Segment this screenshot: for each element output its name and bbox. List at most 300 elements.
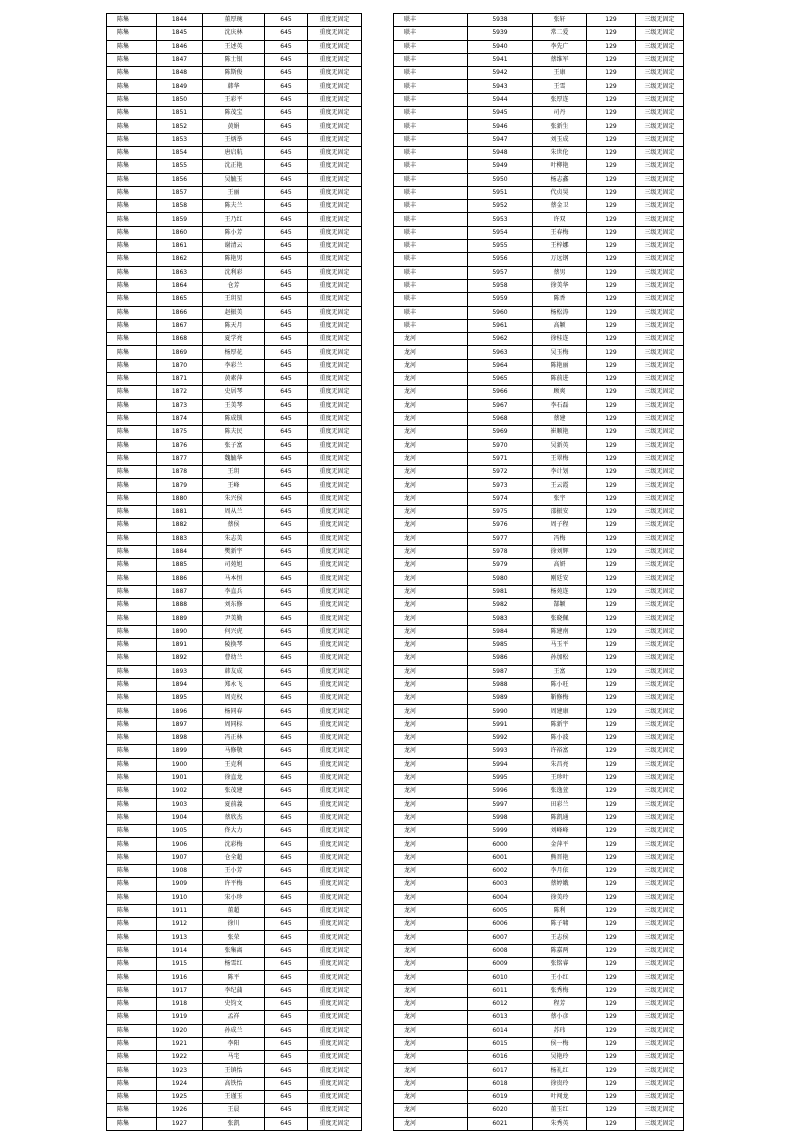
table-row xyxy=(394,253,684,266)
name-cell: 田彩兰 xyxy=(533,798,587,811)
region-cell: 陈集 xyxy=(107,851,157,864)
amount-cell: 129 xyxy=(587,80,636,93)
category-cell: 重度无固定 xyxy=(308,1117,362,1130)
category-cell: 三级无固定 xyxy=(636,572,684,585)
number-cell: 5997 xyxy=(468,798,533,811)
region-cell: 龙河 xyxy=(394,333,468,346)
name-cell: 王晨 xyxy=(203,1104,265,1117)
number-cell: 5977 xyxy=(468,532,533,545)
number-cell: 6012 xyxy=(468,997,533,1010)
region-cell: 龙河 xyxy=(394,851,468,864)
table-row xyxy=(107,439,362,452)
table-row xyxy=(394,386,684,399)
amount-cell: 129 xyxy=(587,373,636,386)
name-cell: 李月依 xyxy=(533,865,587,878)
region-cell: 龙河 xyxy=(394,745,468,758)
table-row xyxy=(394,40,684,53)
amount-cell: 129 xyxy=(587,133,636,146)
number-cell: 1927 xyxy=(157,1117,203,1130)
amount-cell: 645 xyxy=(265,838,308,851)
name-cell: 王克利 xyxy=(203,758,265,771)
number-cell: 1877 xyxy=(157,452,203,465)
amount-cell: 645 xyxy=(265,851,308,864)
region-cell: 龙河 xyxy=(394,452,468,465)
table-row xyxy=(394,240,684,253)
name-cell: 陈建南 xyxy=(533,625,587,638)
region-cell: 龙河 xyxy=(394,479,468,492)
number-cell: 1869 xyxy=(157,346,203,359)
amount-cell: 645 xyxy=(265,27,308,40)
category-cell: 重度无固定 xyxy=(308,638,362,651)
number-cell: 6020 xyxy=(468,1104,533,1117)
amount-cell: 129 xyxy=(587,811,636,824)
number-cell: 1855 xyxy=(157,160,203,173)
table-row xyxy=(107,931,362,944)
region-cell: 联丰 xyxy=(394,253,468,266)
category-cell: 三级无固定 xyxy=(636,40,684,53)
table-row xyxy=(394,931,684,944)
name-cell: 高颖 xyxy=(533,319,587,332)
amount-cell: 129 xyxy=(587,798,636,811)
name-cell: 徐美华 xyxy=(533,279,587,292)
region-cell: 陈集 xyxy=(107,1091,157,1104)
table-row xyxy=(394,532,684,545)
category-cell: 三级无固定 xyxy=(636,758,684,771)
table-row xyxy=(107,27,362,40)
amount-cell: 129 xyxy=(587,585,636,598)
amount-cell: 645 xyxy=(265,492,308,505)
table-row xyxy=(107,107,362,120)
table-row xyxy=(107,1077,362,1090)
name-cell: 李计划 xyxy=(533,466,587,479)
category-cell: 三级无固定 xyxy=(636,984,684,997)
table-row xyxy=(107,678,362,691)
amount-cell: 645 xyxy=(265,532,308,545)
name-cell: 周同标 xyxy=(203,718,265,731)
category-cell: 重度无固定 xyxy=(308,958,362,971)
category-cell: 重度无固定 xyxy=(308,146,362,159)
table-row xyxy=(107,346,362,359)
region-cell: 龙河 xyxy=(394,612,468,625)
table-row xyxy=(394,439,684,452)
region-cell: 陈集 xyxy=(107,931,157,944)
region-cell: 陈集 xyxy=(107,386,157,399)
category-cell: 三级无固定 xyxy=(636,200,684,213)
amount-cell: 645 xyxy=(265,891,308,904)
table-row xyxy=(394,1011,684,1024)
category-cell: 重度无固定 xyxy=(308,253,362,266)
region-cell: 陈集 xyxy=(107,1064,157,1077)
number-cell: 1876 xyxy=(157,439,203,452)
name-cell: 叶闯龙 xyxy=(533,1091,587,1104)
table-row xyxy=(107,572,362,585)
category-cell: 三级无固定 xyxy=(636,213,684,226)
number-cell: 1908 xyxy=(157,865,203,878)
table-row xyxy=(394,625,684,638)
amount-cell: 645 xyxy=(265,758,308,771)
region-cell: 联丰 xyxy=(394,226,468,239)
number-cell: 1906 xyxy=(157,838,203,851)
amount-cell: 129 xyxy=(587,891,636,904)
number-cell: 6010 xyxy=(468,971,533,984)
amount-cell: 129 xyxy=(587,825,636,838)
number-cell: 1857 xyxy=(157,186,203,199)
amount-cell: 129 xyxy=(587,851,636,864)
name-cell: 王小红 xyxy=(533,971,587,984)
category-cell: 重度无固定 xyxy=(308,346,362,359)
category-cell: 三级无固定 xyxy=(636,1104,684,1117)
table-row xyxy=(107,67,362,80)
number-cell: 1883 xyxy=(157,532,203,545)
name-cell: 朱兴侯 xyxy=(203,492,265,505)
name-cell: 司苑旭 xyxy=(203,559,265,572)
category-cell: 三级无固定 xyxy=(636,452,684,465)
name-cell: 周克权 xyxy=(203,692,265,705)
name-cell: 夏学亮 xyxy=(203,333,265,346)
amount-cell: 129 xyxy=(587,186,636,199)
region-cell: 龙河 xyxy=(394,904,468,917)
number-cell: 5970 xyxy=(468,439,533,452)
right-table-body xyxy=(394,14,684,1131)
table-row xyxy=(394,732,684,745)
category-cell: 三级无固定 xyxy=(636,399,684,412)
category-cell: 重度无固定 xyxy=(308,200,362,213)
amount-cell: 129 xyxy=(587,958,636,971)
name-cell: 郜颖 xyxy=(533,599,587,612)
table-row xyxy=(107,160,362,173)
table-row xyxy=(394,346,684,359)
table-row xyxy=(107,785,362,798)
category-cell: 重度无固定 xyxy=(308,652,362,665)
name-cell: 蔡建 xyxy=(533,412,587,425)
region-cell: 陈集 xyxy=(107,838,157,851)
amount-cell: 129 xyxy=(587,266,636,279)
number-cell: 1922 xyxy=(157,1051,203,1064)
name-cell: 韩友成 xyxy=(203,665,265,678)
number-cell: 6000 xyxy=(468,838,533,851)
number-cell: 1851 xyxy=(157,107,203,120)
table-row xyxy=(107,200,362,213)
name-cell: 侯一梅 xyxy=(533,1037,587,1050)
region-cell: 龙河 xyxy=(394,798,468,811)
name-cell: 顾爽 xyxy=(533,386,587,399)
number-cell: 1868 xyxy=(157,333,203,346)
category-cell: 三级无固定 xyxy=(636,146,684,159)
region-cell: 龙河 xyxy=(394,1077,468,1090)
name-cell: 杨礼红 xyxy=(533,1064,587,1077)
name-cell: 刚廷安 xyxy=(533,572,587,585)
category-cell: 重度无固定 xyxy=(308,186,362,199)
number-cell: 1873 xyxy=(157,399,203,412)
amount-cell: 129 xyxy=(587,665,636,678)
region-cell: 陈集 xyxy=(107,1037,157,1050)
category-cell: 重度无固定 xyxy=(308,133,362,146)
category-cell: 重度无固定 xyxy=(308,40,362,53)
name-cell: 董玉红 xyxy=(533,1104,587,1117)
table-row xyxy=(107,399,362,412)
category-cell: 重度无固定 xyxy=(308,306,362,319)
number-cell: 5987 xyxy=(468,665,533,678)
region-cell: 龙河 xyxy=(394,426,468,439)
region-cell: 龙河 xyxy=(394,665,468,678)
region-cell: 龙河 xyxy=(394,559,468,572)
region-cell: 龙河 xyxy=(394,971,468,984)
table-row xyxy=(394,785,684,798)
left-table xyxy=(106,13,362,1131)
number-cell: 1911 xyxy=(157,904,203,917)
number-cell: 1910 xyxy=(157,891,203,904)
region-cell: 陈集 xyxy=(107,705,157,718)
category-cell: 三级无固定 xyxy=(636,279,684,292)
region-cell: 陈集 xyxy=(107,958,157,971)
table-row xyxy=(394,904,684,917)
table-row xyxy=(107,1024,362,1037)
name-cell: 张集离 xyxy=(203,944,265,957)
name-cell: 王珍叶 xyxy=(533,771,587,784)
region-cell: 龙河 xyxy=(394,1051,468,1064)
name-cell: 孙加松 xyxy=(533,652,587,665)
name-cell: 王康 xyxy=(533,67,587,80)
name-cell: 张逸萱 xyxy=(533,785,587,798)
amount-cell: 645 xyxy=(265,958,308,971)
amount-cell: 129 xyxy=(587,705,636,718)
category-cell: 重度无固定 xyxy=(308,532,362,545)
table-row xyxy=(107,865,362,878)
region-cell: 陈集 xyxy=(107,333,157,346)
category-cell: 重度无固定 xyxy=(308,80,362,93)
region-cell: 陈集 xyxy=(107,359,157,372)
category-cell: 重度无固定 xyxy=(308,811,362,824)
category-cell: 重度无固定 xyxy=(308,1037,362,1050)
number-cell: 5945 xyxy=(468,107,533,120)
table-row xyxy=(394,984,684,997)
number-cell: 1881 xyxy=(157,505,203,518)
name-cell: 仓全超 xyxy=(203,851,265,864)
category-cell: 三级无固定 xyxy=(636,186,684,199)
region-cell: 联丰 xyxy=(394,40,468,53)
region-cell: 联丰 xyxy=(394,107,468,120)
number-cell: 5941 xyxy=(468,53,533,66)
table-row xyxy=(107,958,362,971)
region-cell: 陈集 xyxy=(107,891,157,904)
region-cell: 龙河 xyxy=(394,705,468,718)
amount-cell: 129 xyxy=(587,1051,636,1064)
number-cell: 6016 xyxy=(468,1051,533,1064)
table-row xyxy=(107,1064,362,1077)
region-cell: 陈集 xyxy=(107,226,157,239)
region-cell: 陈集 xyxy=(107,904,157,917)
name-cell: 刘东修 xyxy=(203,599,265,612)
name-cell: 陈艳男 xyxy=(203,253,265,266)
name-cell: 陈小芳 xyxy=(203,226,265,239)
amount-cell: 129 xyxy=(587,426,636,439)
name-cell: 徐川 xyxy=(203,918,265,931)
number-cell: 1904 xyxy=(157,811,203,824)
table-row xyxy=(107,1037,362,1050)
region-cell: 龙河 xyxy=(394,718,468,731)
category-cell: 重度无固定 xyxy=(308,625,362,638)
category-cell: 三级无固定 xyxy=(636,944,684,957)
region-cell: 联丰 xyxy=(394,306,468,319)
name-cell: 朱秀英 xyxy=(533,1117,587,1130)
region-cell: 龙河 xyxy=(394,373,468,386)
number-cell: 1862 xyxy=(157,253,203,266)
number-cell: 5944 xyxy=(468,93,533,106)
table-row xyxy=(107,266,362,279)
region-cell: 陈集 xyxy=(107,1104,157,1117)
amount-cell: 129 xyxy=(587,27,636,40)
table-row xyxy=(394,545,684,558)
region-cell: 陈集 xyxy=(107,572,157,585)
region-cell: 联丰 xyxy=(394,53,468,66)
category-cell: 三级无固定 xyxy=(636,293,684,306)
amount-cell: 129 xyxy=(587,984,636,997)
name-cell: 马本恒 xyxy=(203,572,265,585)
region-cell: 陈集 xyxy=(107,1051,157,1064)
name-cell: 王美琴 xyxy=(203,399,265,412)
number-cell: 1891 xyxy=(157,638,203,651)
name-cell: 王述英 xyxy=(203,40,265,53)
region-cell: 联丰 xyxy=(394,133,468,146)
region-cell: 陈集 xyxy=(107,160,157,173)
category-cell: 三级无固定 xyxy=(636,160,684,173)
region-cell: 陈集 xyxy=(107,200,157,213)
number-cell: 5984 xyxy=(468,625,533,638)
table-row xyxy=(394,944,684,957)
region-cell: 龙河 xyxy=(394,492,468,505)
amount-cell: 129 xyxy=(587,532,636,545)
category-cell: 重度无固定 xyxy=(308,519,362,532)
category-cell: 三级无固定 xyxy=(636,838,684,851)
name-cell: 马玉平 xyxy=(533,638,587,651)
name-cell: 徐美玲 xyxy=(533,891,587,904)
region-cell: 联丰 xyxy=(394,213,468,226)
category-cell: 重度无固定 xyxy=(308,545,362,558)
amount-cell: 129 xyxy=(587,200,636,213)
name-cell: 苏玮 xyxy=(533,1024,587,1037)
amount-cell: 129 xyxy=(587,997,636,1010)
region-cell: 陈集 xyxy=(107,14,157,27)
amount-cell: 645 xyxy=(265,811,308,824)
table-row xyxy=(394,213,684,226)
table-row xyxy=(394,466,684,479)
number-cell: 1867 xyxy=(157,319,203,332)
amount-cell: 645 xyxy=(265,359,308,372)
number-cell: 1858 xyxy=(157,200,203,213)
amount-cell: 129 xyxy=(587,785,636,798)
amount-cell: 129 xyxy=(587,718,636,731)
region-cell: 龙河 xyxy=(394,545,468,558)
table-row xyxy=(394,306,684,319)
table-row xyxy=(107,904,362,917)
category-cell: 三级无固定 xyxy=(636,226,684,239)
category-cell: 重度无固定 xyxy=(308,785,362,798)
number-cell: 5972 xyxy=(468,466,533,479)
category-cell: 三级无固定 xyxy=(636,1024,684,1037)
region-cell: 联丰 xyxy=(394,27,468,40)
number-cell: 5942 xyxy=(468,67,533,80)
table-row xyxy=(107,944,362,957)
region-cell: 龙河 xyxy=(394,825,468,838)
region-cell: 龙河 xyxy=(394,519,468,532)
table-row xyxy=(394,771,684,784)
number-cell: 6003 xyxy=(468,878,533,891)
amount-cell: 645 xyxy=(265,412,308,425)
table-row xyxy=(107,146,362,159)
number-cell: 5949 xyxy=(468,160,533,173)
name-cell: 王炳举 xyxy=(203,133,265,146)
amount-cell: 129 xyxy=(587,306,636,319)
table-row xyxy=(394,146,684,159)
number-cell: 5962 xyxy=(468,333,533,346)
amount-cell: 129 xyxy=(587,652,636,665)
number-cell: 5985 xyxy=(468,638,533,651)
table-row xyxy=(394,160,684,173)
amount-cell: 645 xyxy=(265,798,308,811)
name-cell: 刘玉成 xyxy=(533,133,587,146)
category-cell: 三级无固定 xyxy=(636,612,684,625)
category-cell: 三级无固定 xyxy=(636,373,684,386)
region-cell: 龙河 xyxy=(394,878,468,891)
amount-cell: 129 xyxy=(587,878,636,891)
number-cell: 5950 xyxy=(468,173,533,186)
region-cell: 陈集 xyxy=(107,319,157,332)
region-cell: 陈集 xyxy=(107,944,157,957)
name-cell: 靳修梅 xyxy=(533,692,587,705)
table-row xyxy=(107,705,362,718)
amount-cell: 129 xyxy=(587,1104,636,1117)
number-cell: 1874 xyxy=(157,412,203,425)
number-cell: 1903 xyxy=(157,798,203,811)
table-row xyxy=(107,226,362,239)
name-cell: 沈彩梅 xyxy=(203,838,265,851)
table-row xyxy=(394,851,684,864)
table-row xyxy=(107,758,362,771)
region-cell: 陈集 xyxy=(107,918,157,931)
table-row xyxy=(394,612,684,625)
name-cell: 郑永飞 xyxy=(203,678,265,691)
table-row xyxy=(107,173,362,186)
table-row xyxy=(394,918,684,931)
category-cell: 重度无固定 xyxy=(308,1104,362,1117)
number-cell: 5966 xyxy=(468,386,533,399)
amount-cell: 129 xyxy=(587,173,636,186)
number-cell: 1902 xyxy=(157,785,203,798)
amount-cell: 645 xyxy=(265,745,308,758)
number-cell: 5951 xyxy=(468,186,533,199)
number-cell: 5978 xyxy=(468,545,533,558)
category-cell: 三级无固定 xyxy=(636,1091,684,1104)
name-cell: 曹幼兰 xyxy=(203,652,265,665)
region-cell: 龙河 xyxy=(394,399,468,412)
amount-cell: 645 xyxy=(265,904,308,917)
category-cell: 三级无固定 xyxy=(636,931,684,944)
name-cell: 佟大力 xyxy=(203,825,265,838)
amount-cell: 645 xyxy=(265,186,308,199)
region-cell: 陈集 xyxy=(107,27,157,40)
amount-cell: 645 xyxy=(265,971,308,984)
amount-cell: 645 xyxy=(265,253,308,266)
region-cell: 联丰 xyxy=(394,14,468,27)
category-cell: 三级无固定 xyxy=(636,958,684,971)
name-cell: 刘峰峰 xyxy=(533,825,587,838)
region-cell: 联丰 xyxy=(394,160,468,173)
amount-cell: 129 xyxy=(587,1011,636,1024)
region-cell: 龙河 xyxy=(394,599,468,612)
number-cell: 1913 xyxy=(157,931,203,944)
region-cell: 陈集 xyxy=(107,67,157,80)
name-cell: 陈成锁 xyxy=(203,412,265,425)
